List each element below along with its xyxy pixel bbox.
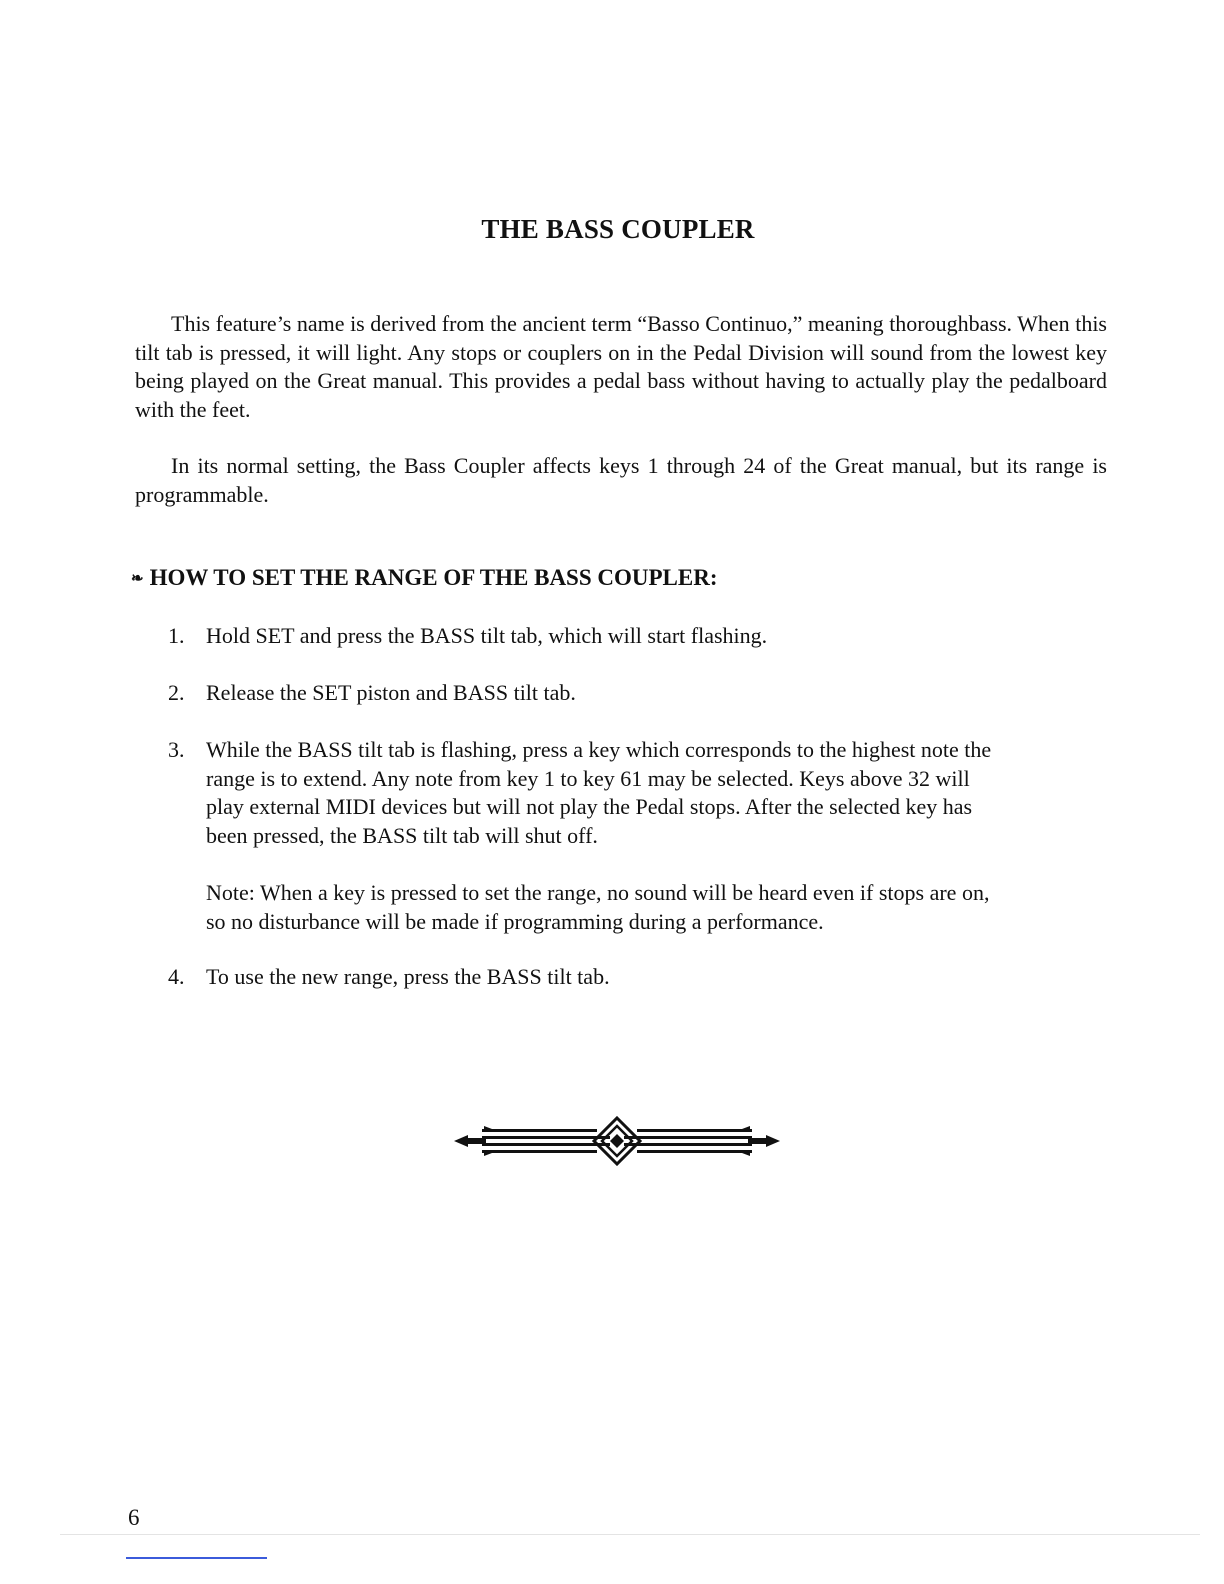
footer-link-underline[interactable] [126,1557,267,1559]
step-text: To use the new range, press the BASS tilt tab. [206,964,610,989]
step-text: While the BASS tilt tab is flashing, press a key which corresponds to the highest note the range is to extend. Any note from key 1 to key 61 may be selected. Keys above 32 will play external MIDI devices but will not play the Pedal stops. After the selected key has been pressed, the BASS tilt tab will shut off. [206,737,992,848]
page-number: 6 [128,1505,140,1530]
footer-divider [60,1534,1200,1535]
programming-note: Note: When a key is pressed to set the range, no sound will be heard even if stops are on, so no disturbance will be made if programming during a performance. [206,880,990,934]
fleuron-bullet-icon: ❧ [131,571,144,587]
intro-paragraph-1: This feature’s name is derived from the ancient term “Basso Continuo,” meaning thoroughbass. When this tilt tab is pressed, it will light. Any stops or couplers on in the Pedal Division will sound from the lowest key being played on the Great manual. This provides a pedal bass without having to actually play the pedalboard with the feet. [135,311,1107,422]
step-number: 2. [168,680,185,705]
section-heading [131,565,718,591]
step-1 [168,622,1008,651]
decorative-divider-icon [454,1116,780,1166]
step-2 [168,679,1008,708]
page-title: THE BASS COUPLER [481,214,755,244]
step-number: 1. [168,623,185,648]
step-4 [168,963,1008,992]
step-text: Hold SET and press the BASS tilt tab, which will start flashing. [206,623,768,648]
step-text: Release the SET piston and BASS tilt tab. [206,680,576,705]
step-number: 3. [168,737,185,762]
section-heading-text: HOW TO SET THE RANGE OF THE BASS COUPLER: [149,565,718,590]
step-3 [168,736,1008,850]
intro-paragraph-2: In its normal setting, the Bass Coupler affects keys 1 through 24 of the Great manual, but its range is programmable. [135,453,1107,507]
step-number: 4. [168,964,185,989]
